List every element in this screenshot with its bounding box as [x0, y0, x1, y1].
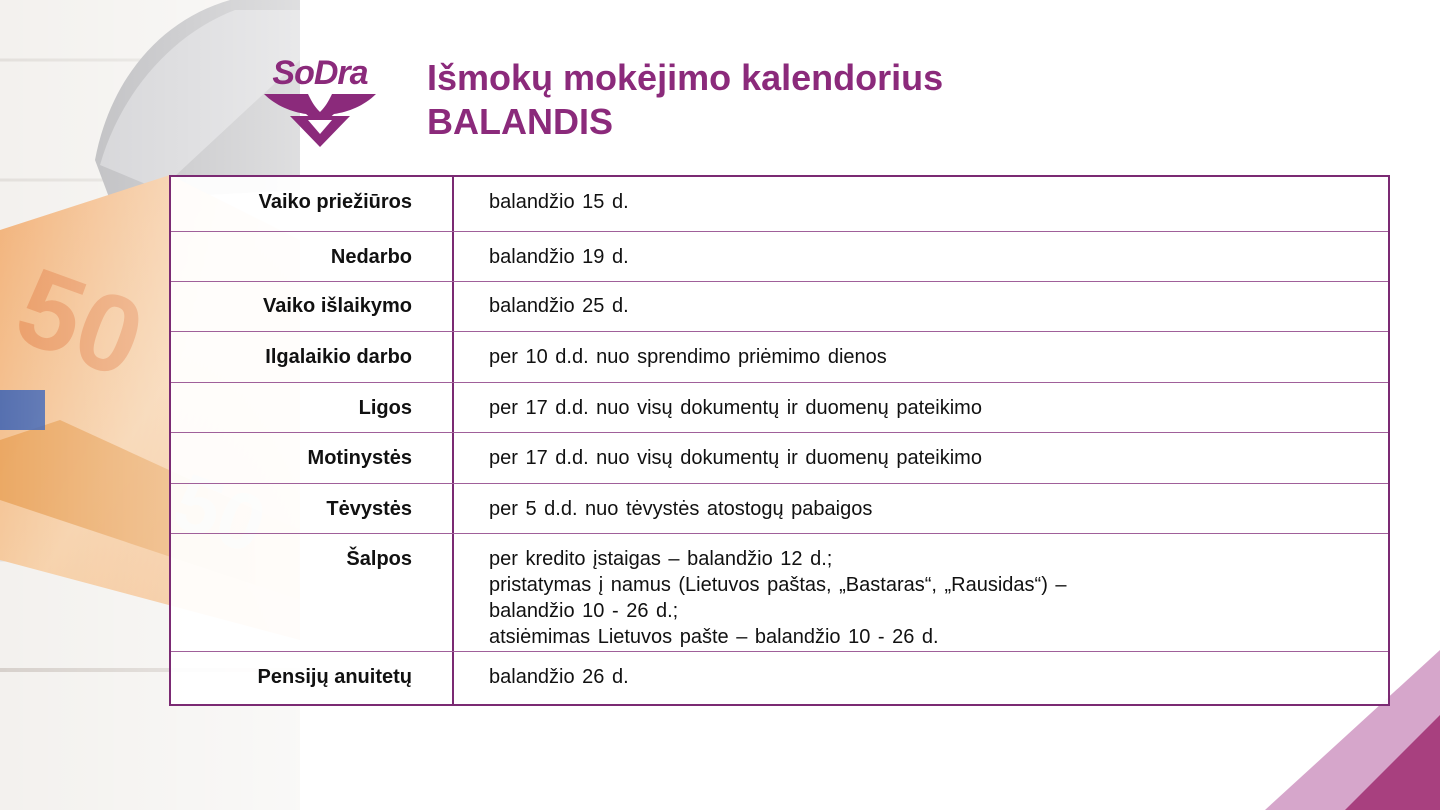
row-label: Nedarbo [330, 246, 412, 268]
table-row [171, 484, 1388, 534]
value-line: per 17 d.d. nuo visų dokumentų ir duomenų pateikimo [489, 397, 982, 419]
sodra-logo [252, 54, 388, 150]
row-value [489, 546, 1067, 650]
title-line-1: Išmokų mokėjimo kalendorius [427, 57, 944, 98]
table-row [171, 282, 1388, 332]
value-line: per 5 d.d. nuo tėvystės atostogų pabaigos [489, 498, 873, 520]
row-value [489, 664, 629, 690]
row-label: Vaiko priežiūros [258, 191, 412, 213]
row-value [489, 496, 872, 522]
row-value [489, 445, 982, 471]
row-value [489, 244, 629, 270]
table-row [171, 332, 1388, 383]
row-label: Motinystės [307, 447, 412, 469]
row-value [489, 293, 629, 319]
table-row [171, 652, 1388, 704]
value-line: balandžio 25 d. [489, 295, 629, 317]
row-label: Pensijų anuitetų [257, 666, 412, 688]
row-label: Ilgalaikio darbo [265, 346, 412, 368]
value-line: balandžio 15 d. [489, 191, 629, 213]
logo-text: SoDra [272, 54, 368, 92]
row-value [489, 189, 629, 215]
page-title [427, 56, 943, 144]
value-line: per 17 d.d. nuo visų dokumentų ir duomenų pateikimo [489, 447, 982, 469]
row-label: Šalpos [346, 548, 412, 570]
value-line: atsiėmimas Lietuvos pašte – balandžio 10 - 26 d. [489, 626, 939, 648]
table-row [171, 534, 1388, 652]
value-line: balandžio 26 d. [489, 666, 629, 688]
table-row [171, 383, 1388, 433]
table-row [171, 433, 1388, 484]
row-value [489, 344, 887, 370]
table-row [171, 232, 1388, 282]
row-label: Ligos [358, 397, 412, 419]
table-row [171, 177, 1388, 232]
title-month: BALANDIS [427, 101, 613, 142]
value-line: per kredito įstaigas – balandžio 12 d.; [489, 548, 833, 570]
payment-calendar-table [169, 175, 1390, 706]
logo-emblem-icon [252, 54, 388, 150]
value-line: balandžio 19 d. [489, 246, 629, 268]
value-line: pristatymas į namus (Lietuvos paštas, „Bastaras“, „Rausidas“) – [489, 574, 1067, 596]
row-label: Tėvystės [326, 498, 412, 520]
value-line: per 10 d.d. nuo sprendimo priėmimo dienos [489, 346, 887, 368]
row-value [489, 395, 982, 421]
value-line: balandžio 10 - 26 d.; [489, 600, 679, 622]
row-label: Vaiko išlaikymo [263, 295, 412, 317]
